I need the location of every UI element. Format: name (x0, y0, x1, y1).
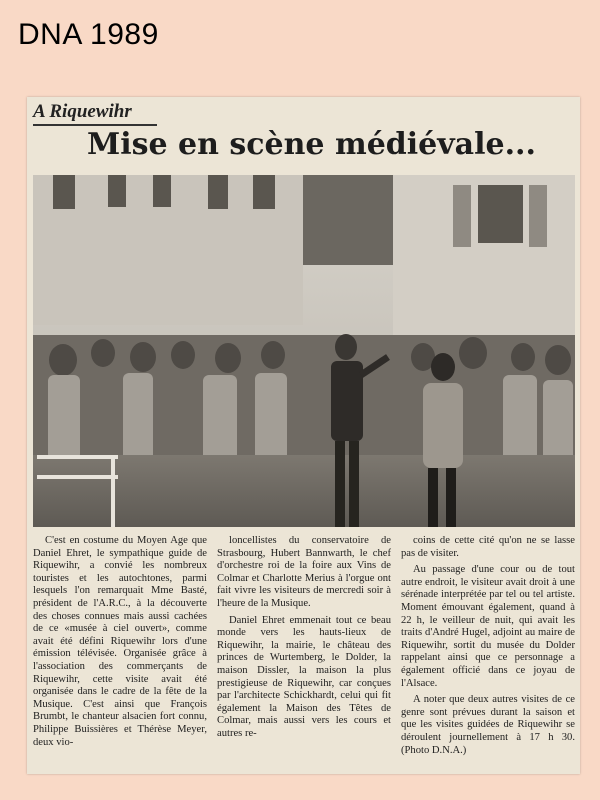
article-photo (33, 175, 575, 527)
article-column-1 (33, 535, 207, 771)
page-label: DNA 1989 (18, 18, 159, 51)
article-column-3 (401, 535, 575, 771)
article-kicker: A Riquewihr (33, 101, 132, 122)
paragraph-text: A noter que deux autres visites de ce genre sont prévues durant la saison et que les visites guidées de Riquewihr se déroulent journellement à 17 h 30. (401, 694, 575, 743)
article-headline: Mise en scène médiévale... (87, 127, 536, 162)
paragraph (401, 694, 575, 757)
article-body (33, 535, 575, 771)
paragraph: Daniel Ehret emmenait tout ce beau monde vers les hauts-lieux de Riquewihr, la mairie, le château des princes de Wurtemberg, le Dolder, la maison Dissler, la maison la plus prestigieuse de Riquewihr, car conçues par l'architecte Schickhardt, celui qui fit également la Maison des Têtes de Colmar, mais aussi vers les cours et autres re- (217, 614, 391, 739)
article-column-2 (217, 535, 391, 771)
street-crowd-photo (33, 175, 575, 527)
photo-credit: (Photo D.N.A.) (401, 744, 467, 756)
paragraph: Au passage d'une cour ou de tout autre endroit, le visiteur avait droit à une sérénade interprétée par tel ou tel artiste. Moment émouvant également, quand à 22 h, le veilleur de nuit, qui avait les traits d'André Hugel, adjoint au maire de Riquewihr, sortit du musée du Dolder rappelant ainsi que ce personnage a également officié dans ce joyau de l'Alsace. (401, 564, 575, 689)
paragraph: loncellistes du conservatoire de Strasbourg, Hubert Bannwarth, le chef d'orchestre roi de la foire aux Vins de Colmar et Charlotte Merius à l'orgue ont fait vivre les visiteurs de mercredi soir à l'heure de la Musique. (217, 535, 391, 609)
kicker-underline (33, 124, 157, 126)
paragraph: C'est en costume du Moyen Age que Daniel Ehret, le sympathique guide de Riquewihr, a convié les nombreux touristes et les autochtones, parmi lesquels l'on remarquait Mme Basté, président de l'A.R.C., à la découverte des choses connues mais aussi cachées de ce «musée à ciel ouvert», comme avait été défini Riquewihr lors d'une émission télévisée. Organisée grâce à l'association des commerçants de Riquewihr, cette visite avait été organisée dans le cadre de la fête de la Musique. C'est ainsi que François Brumbt, le chanteur alsacien fort connu, Philippe Buissières et Thérèse Meyer, deux vio- (33, 535, 207, 748)
paragraph: coins de cette cité qu'on ne se lasse pas de visiter. (401, 535, 575, 559)
newspaper-clipping (27, 97, 580, 774)
